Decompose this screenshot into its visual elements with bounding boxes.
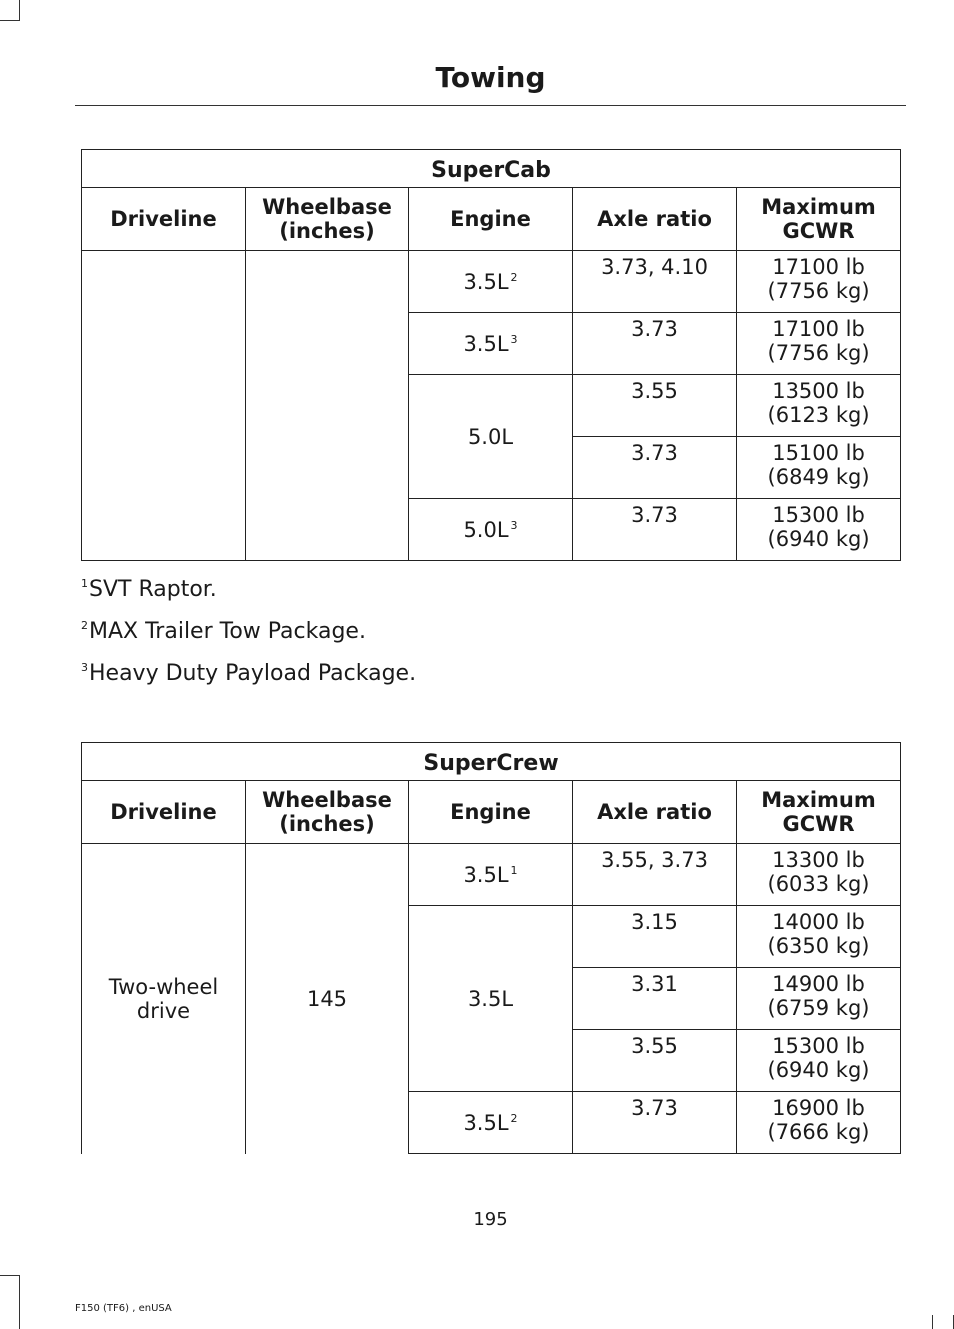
header-wheelbase-line2: (inches)	[279, 812, 375, 836]
footnote-ref: 3	[510, 518, 518, 532]
gcwr-cell: 15100 lb (6849 kg)	[737, 437, 901, 499]
engine-cell: 5.0L $^3$	[409, 499, 573, 561]
table-header-row	[82, 781, 901, 844]
supercrew-table	[81, 742, 901, 1154]
crop-mark-top-left-h	[0, 20, 20, 21]
crop-mark-top-left-v	[19, 0, 20, 20]
table-row	[82, 251, 901, 313]
crop-mark-bottom-right-v1	[932, 1315, 933, 1329]
title-divider	[75, 105, 906, 106]
gcwr-cell: 13500 lb (6123 kg)	[737, 375, 901, 437]
wheelbase-cell	[246, 251, 409, 561]
header-wheelbase-line1: Wheelbase	[262, 788, 392, 812]
gcwr-cell: 13300 lb (6033 kg)	[737, 844, 901, 906]
header-axle-ratio: Axle ratio	[573, 781, 737, 844]
driveline-cell	[82, 251, 246, 561]
page-number: 195	[473, 1209, 508, 1230]
table-caption: SuperCab	[82, 150, 901, 188]
header-wheelbase-line2: (inches)	[279, 219, 375, 243]
gcwr-cell: 15300 lb (6940 kg)	[737, 499, 901, 561]
header-engine: Engine	[409, 188, 573, 251]
footnote-2: $^2$MAX Trailer Tow Package.	[81, 619, 366, 644]
footnote-3: $^3$Heavy Duty Payload Package.	[81, 661, 417, 686]
header-wheelbase	[246, 781, 409, 844]
axle-ratio-cell: 3.73	[573, 1092, 737, 1154]
axle-ratio-cell: 3.73	[573, 499, 737, 561]
header-driveline: Driveline	[82, 781, 246, 844]
axle-ratio-cell: 3.31	[573, 968, 737, 1030]
engine-cell: 3.5L $^2$	[409, 1092, 573, 1154]
axle-ratio-cell: 3.55, 3.73	[573, 844, 737, 906]
header-max-gcwr	[737, 781, 901, 844]
axle-ratio-cell: 3.73	[573, 313, 737, 375]
header-wheelbase	[246, 188, 409, 251]
document-code: F150 (TF6) , enUSA	[75, 1303, 172, 1314]
engine-cell: 3.5L $^3$	[409, 313, 573, 375]
header-axle-ratio: Axle ratio	[573, 188, 737, 251]
table-header-row	[82, 188, 901, 251]
footnote-ref: 2	[510, 1111, 518, 1125]
axle-ratio-cell: 3.55	[573, 375, 737, 437]
axle-ratio-cell: 3.55	[573, 1030, 737, 1092]
table-caption: SuperCrew	[82, 743, 901, 781]
driveline-cell: Two-wheel drive	[82, 844, 246, 1154]
header-driveline: Driveline	[82, 188, 246, 251]
axle-ratio-cell: 3.73	[573, 437, 737, 499]
footnote-1: $^1$SVT Raptor.	[81, 577, 217, 602]
header-gcwr-line1: Maximum	[761, 788, 876, 812]
engine-cell: 3.5L $^1$	[409, 844, 573, 906]
axle-ratio-cell: 3.15	[573, 906, 737, 968]
footnote-ref: 1	[510, 863, 518, 877]
header-gcwr-line2: GCWR	[782, 812, 855, 836]
header-wheelbase-line1: Wheelbase	[262, 195, 392, 219]
axle-ratio-cell: 3.73, 4.10	[573, 251, 737, 313]
footnote-ref: 2	[510, 270, 518, 284]
table-row	[82, 844, 901, 906]
gcwr-cell: 14900 lb (6759 kg)	[737, 968, 901, 1030]
engine-cell: 3.5L $^2$	[409, 251, 573, 313]
gcwr-cell: 14000 lb (6350 kg)	[737, 906, 901, 968]
gcwr-cell: 15300 lb (6940 kg)	[737, 1030, 901, 1092]
wheelbase-cell: 145	[246, 844, 409, 1154]
crop-mark-bottom-left-h	[0, 1275, 20, 1276]
gcwr-cell: 16900 lb (7666 kg)	[737, 1092, 901, 1154]
supercab-table	[81, 149, 901, 561]
header-gcwr-line1: Maximum	[761, 195, 876, 219]
engine-cell: 3.5L	[409, 906, 573, 1092]
header-gcwr-line2: GCWR	[782, 219, 855, 243]
header-max-gcwr	[737, 188, 901, 251]
footnote-ref: 3	[510, 332, 518, 346]
crop-mark-bottom-left-v	[19, 1275, 20, 1329]
engine-cell: 5.0L	[409, 375, 573, 499]
gcwr-cell: 17100 lb (7756 kg)	[737, 251, 901, 313]
page-title: Towing	[435, 61, 546, 94]
gcwr-cell: 17100 lb (7756 kg)	[737, 313, 901, 375]
header-engine: Engine	[409, 781, 573, 844]
